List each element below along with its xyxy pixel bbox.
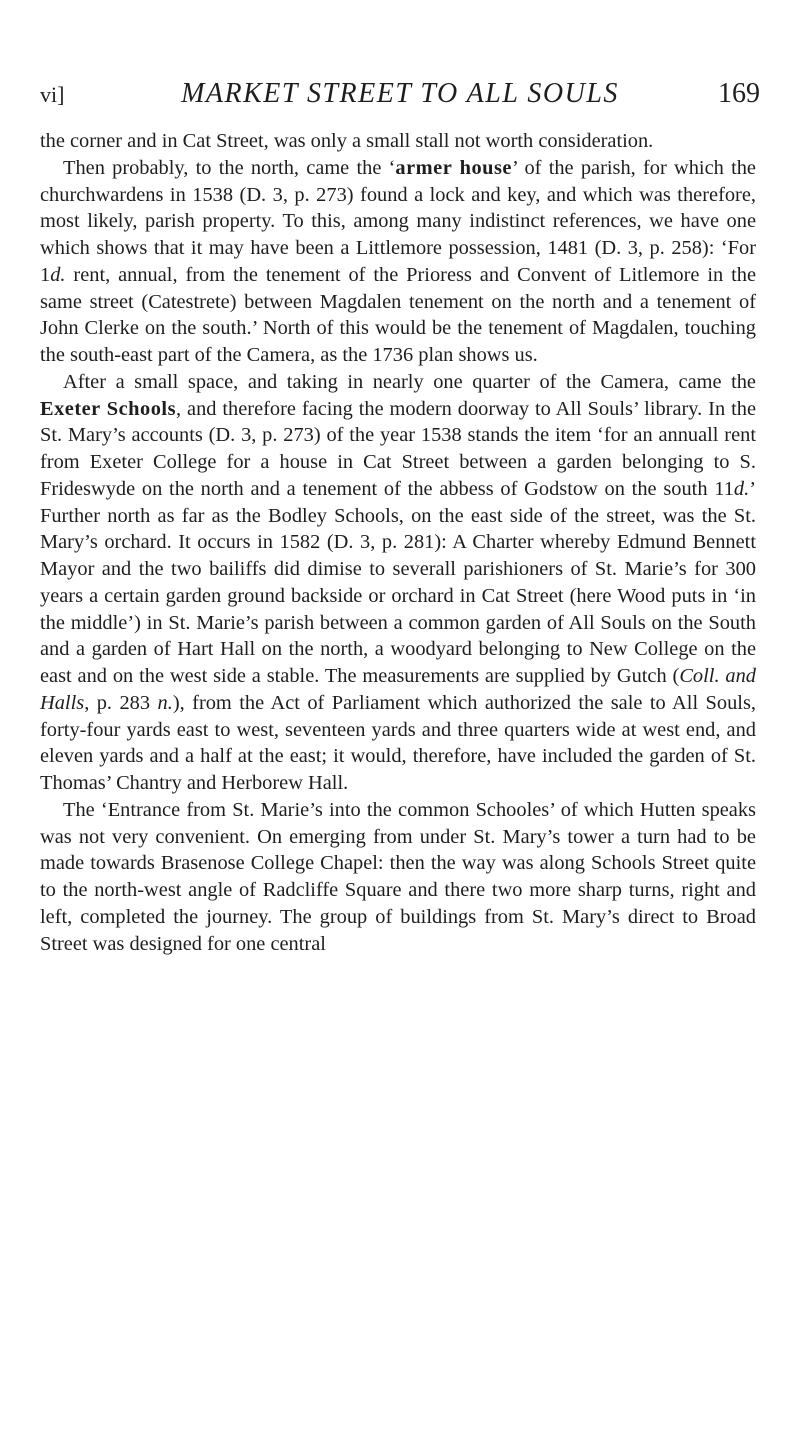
italic-term: Coll. and Halls [40,665,756,714]
chapter-number: vi] [40,82,65,107]
text-run: , p. 283 [84,691,158,714]
text-run: ’ of the parish, for which the churchwardens in 1538 (D. 3, p. 273) found a lock and key, and which was therefore, most likely, parish property. To this, among many indistinct references, we have one which shows that it may have been a Littlemore possession, 1481 (D. 3, p. 258): ‘For 1 [40,156,756,286]
italic-term: d. [50,263,66,286]
text-run: Then probably, to the north, came the ‘ [63,156,396,179]
running-title: MARKET STREET TO ALL SOULS [181,78,619,109]
text-run: ’ Further north as far as the Bodley Schools, on the east side of the street, was the St. Mary’s orchard. It occurs in 1582 (D. 3, p. 281): A Charter whereby Edmund Bennett Mayor and the two bailiffs did dimise to severall parishioners of St. Marie’s for 300 years a certain garden ground backside or orchard in Cat Street (here Wood puts in ‘in the middle’) in St. Marie’s parish between a common garden of All Souls on the South and a garden of Hart Hall on the north, a woodyard belonging to New College on the east and on the west side a stable. The measurements are supplied by Gutch ( [40,477,756,687]
text-run: ), from the Act of Parliament which authorized the sale to All Souls, forty-four yards east to west, seventeen yards and three quarters wide at west end, and eleven yards and a half at the east; it would, therefore, have included the garden of St. Thomas’ Chantry and Herborew Hall. [40,691,756,794]
text-run: After a small space, and taking in nearly one quarter of the Camera, came the [63,370,756,393]
paragraph-armer-house [40,155,756,369]
text-run: rent, annual, from the tenement of the Prioress and Convent of Litlemore in the same street (Catestrete) between Magdalen tenement on the north and a tenement of John Clerke on the south.’ North of this would be the tenement of Magdalen, touching the south-east part of the Camera, as the 1736 plan shows us. [40,263,756,366]
blackletter-term: armer house [395,156,512,179]
body-text [40,128,756,957]
paragraph-continuation [40,128,756,155]
paragraph-exeter-schools [40,369,756,797]
blackletter-term: Exeter Schools [40,397,177,420]
running-header [40,78,760,114]
text-run: The ‘Entrance from St. Marie’s into the common Schooles’ of which Hutten speaks was not very convenient. On emerging from under St. Mary’s tower a turn had to be made towards Brasenose College Chapel: then the way was along Schools Street quite to the north-west angle of Radcliffe Square and there two more sharp turns, right and left, completed the journey. The group of buildings from St. Mary’s direct to Broad Street was designed for one central [40,798,756,955]
italic-term: d. [733,477,750,500]
italic-term: n. [157,691,173,714]
text-run: the corner and in Cat Street, was only a small stall not worth consideration. [40,130,654,152]
paragraph-entrance [40,797,756,958]
page-number: 169 [718,78,760,109]
text-run: , and therefore facing the modern doorway to All Souls’ library. In the St. Mary’s accounts (D. 3, p. 273) of the year 1538 stands the item ‘for an annuall rent from Exeter College for a house in Cat Street between a garden belonging to S. Frideswyde on the north and a tenement of the abbess of Godstow on the south 11 [40,397,756,500]
